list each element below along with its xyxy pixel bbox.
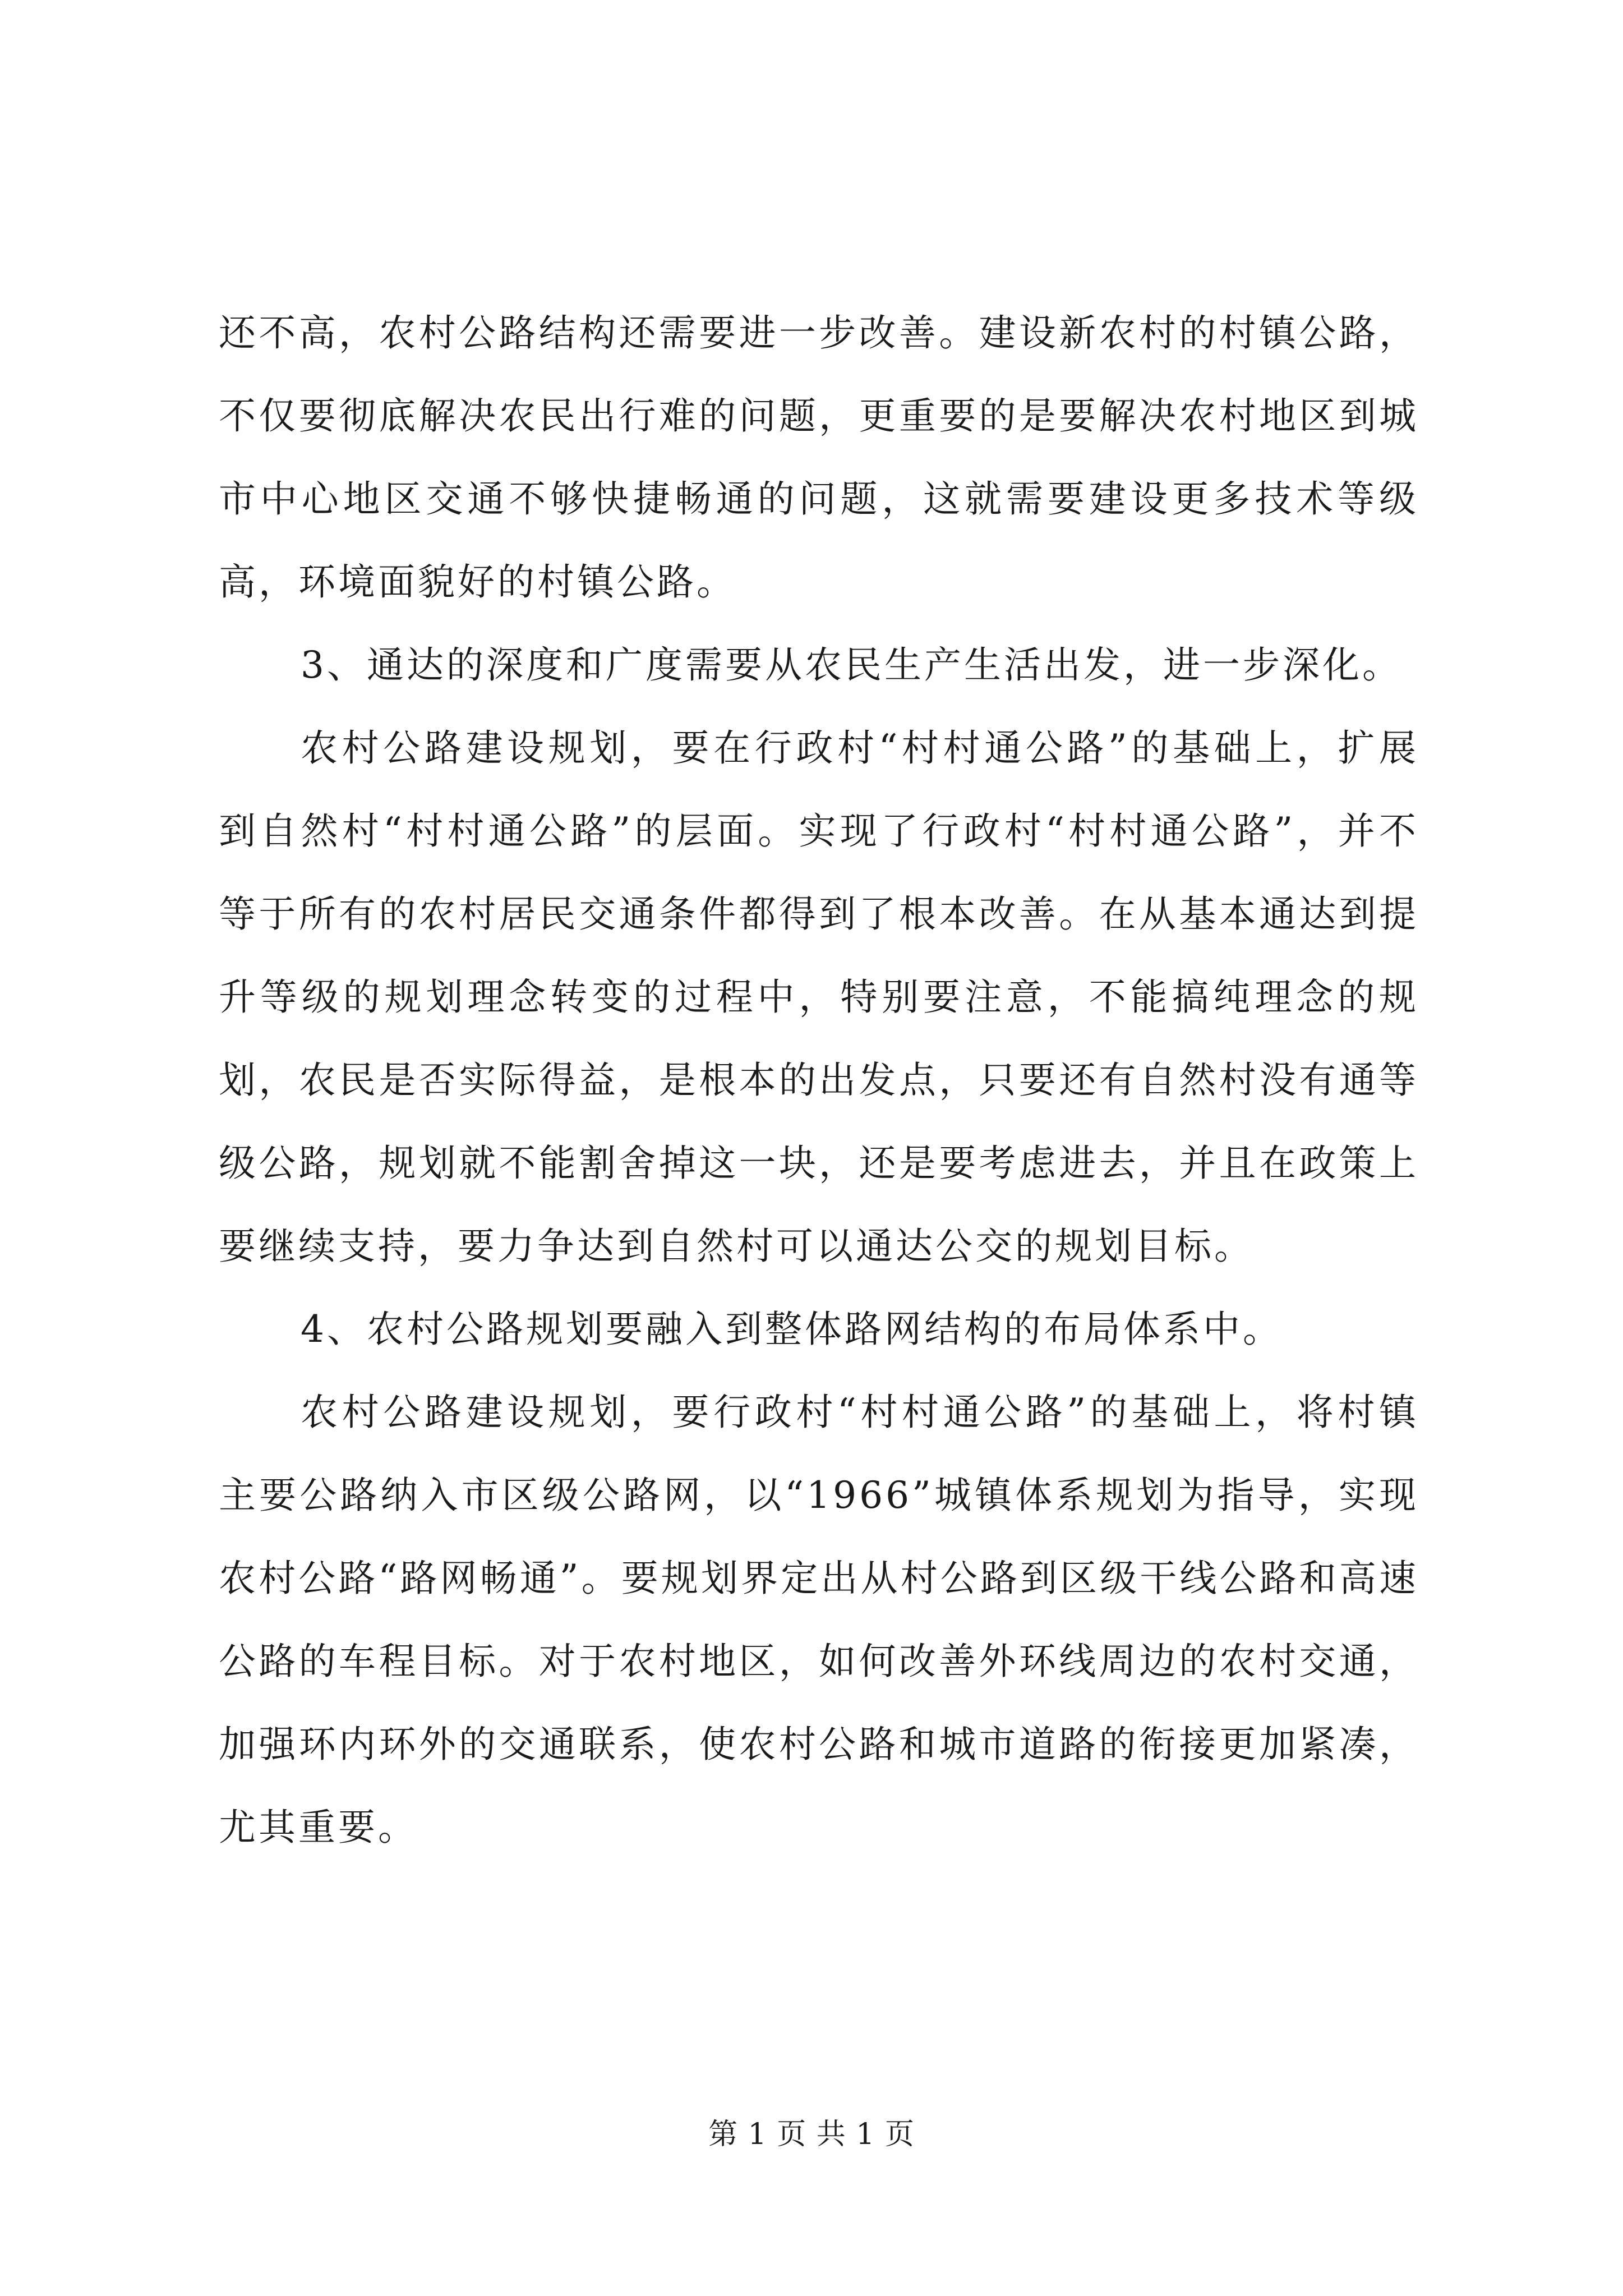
section-heading-4: 4、农村公路规划要融入到整体路网结构的布局体系中。 xyxy=(301,1308,1283,1351)
section-heading-3: 3、通达的深度和广度需要从农民生产生活出发，进一步深化。 xyxy=(301,643,1402,687)
paragraph-continuation: 还不高，农村公路结构还需要进一步改善。建设新农村的村镇公路，不仅要彻底解决农民出行难的问题，更重要的是要解决农村地区到城市中心地区交通不够快捷畅通的问题，这就需要建设更多技术等级高，环境面貌好的村镇公路。 xyxy=(219,311,1419,604)
document-body xyxy=(219,292,1419,1869)
paragraph-village-roads: 农村公路建设规划，要在行政村“村村通公路”的基础上，扩展到自然村“村村通公路”的层面。实现了行政村“村村通公路”，并不等于所有的农村居民交通条件都得到了根本改善。在从基本通达到提升等级的规划理念转变的过程中，特别要注意，不能搞纯理念的规划，农民是否实际得益，是根本的出发点，只要还有自然村没有通等级公路，规划就不能割舍掉这一块，还是要考虑进去，并且在政策上要继续支持，要力争达到自然村可以通达公交的规划目标。 xyxy=(219,726,1419,1268)
paragraph-road-network: 农村公路建设规划，要行政村“村村通公路”的基础上，将村镇主要公路纳入市区级公路网，以“1966”城镇体系规划为指导，实现农村公路“路网畅通”。要规划界定出从村公路到区级干线公路和高速公路的车程目标。对于农村地区，如何改善外环线周边的农村交通，加强环内环外的交通联系，使农村公路和城市道路的衔接更加紧凑，尤其重要。 xyxy=(219,1391,1419,1849)
page-footer: 第 1 页 共 1 页 xyxy=(708,2118,915,2151)
